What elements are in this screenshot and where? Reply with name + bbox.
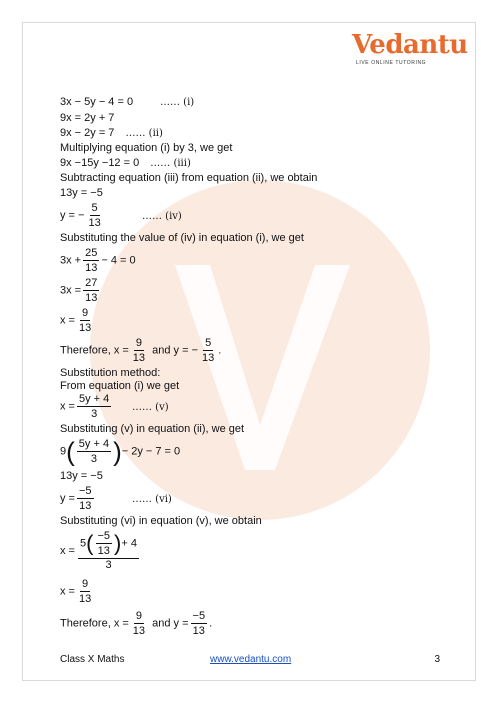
left-paren: ( [66, 436, 75, 467]
equation-line: 9( $\frac{5y + 4}{3}$ )− 2y − 7 = 0 [60, 436, 181, 467]
footer-subject: Class X Maths [60, 654, 125, 665]
vedantu-logo[interactable] [352, 30, 468, 70]
equation-line: 9x − 2y = 7 …… (ii) [60, 127, 163, 139]
text-line: Multiplying equation (i) by 3, we get [60, 142, 233, 154]
equation-line: x = $\frac{9}{13}$ [60, 578, 92, 605]
equation-line: Therefore, x = $\frac{9}{13}$ and y = − $\frac{5}{13}$ . [60, 337, 222, 364]
equation-line: 3x = $\frac{27}{13}$ [60, 277, 98, 304]
page-number: 3 [434, 654, 440, 665]
equation-line: x = $\frac{9}{13}$ [60, 307, 92, 334]
right-paren: ) [113, 436, 122, 467]
equation-line: 13y = −5 [60, 187, 103, 199]
equation-line: 3x − 5y − 4 = 0 …… (i) [60, 96, 195, 108]
text-line: Substitution method: [60, 367, 161, 379]
logo-wordmark: Vedantu [352, 30, 468, 60]
left-paren: ( [86, 530, 94, 556]
equation-line: y = $\frac{-5}{13}$ …… (vi) [60, 485, 172, 512]
text-line: Subtracting equation (iii) from equation (ii), we obtain [60, 172, 318, 184]
equation-line: 3x + $\frac{25}{13}$ − 4 = 0 [60, 247, 136, 274]
solution-content [60, 96, 450, 640]
equation-line: 9x = 2y + 7 [60, 112, 115, 124]
right-paren: ) [114, 530, 122, 556]
text-line: Substituting (v) in equation (ii), we get [60, 423, 245, 435]
equation-line: 13y = −5 [60, 470, 103, 482]
equation-line: x = $\frac{5y + 4}{3}$ …… (v) [60, 393, 169, 420]
text-line: Substituting (vi) in equation (v), we obtain [60, 515, 262, 527]
text-line: From equation (i) we get [60, 380, 180, 392]
logo-tagline: LIVE ONLINE TUTORING [356, 60, 427, 66]
equation-line: Therefore, x = $\frac{9}{13}$ and y = $\frac{-5}{13}$ . [60, 610, 213, 637]
equation-line: x = 5( $\frac{-5}{13}$ )+ 4 3 [60, 530, 137, 571]
equation-line: y = − $\frac{5}{13}$ …… (iv) [60, 202, 182, 229]
footer-website-link[interactable]: www.vedantu.com [210, 654, 292, 665]
equation-line: 9x −15y −12 = 0 …… (iii) [60, 157, 191, 169]
text-line: Substituting the value of (iv) in equation (i), we get [60, 232, 304, 244]
